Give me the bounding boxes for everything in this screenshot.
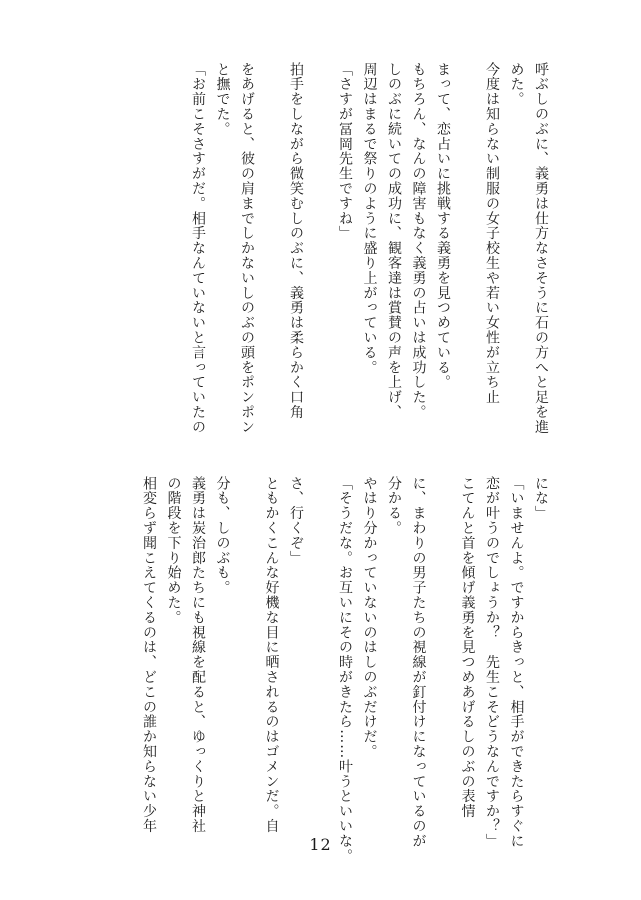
text-line: こてんと首を傾げ義勇を見つめあげるしのぶの表情 <box>459 476 476 819</box>
text-line: の階段を下り始めた。 <box>165 476 182 625</box>
text-line: まって、恋占いに挑戦する義勇を見つめている。 <box>435 62 451 390</box>
top-text-column-block <box>161 62 553 435</box>
text-line: しのぶに続いての成功に、観客達は賞賛の声を上げ、 <box>386 62 402 420</box>
text-line: やはり分かっていないのはしのぶだけだ。 <box>361 476 378 760</box>
text-line: に、まわりの男子たちの視線が釘付けになっているのが <box>410 476 427 849</box>
text-line: 相変らず聞こえてくるのは、どこの誰か知らない少年 <box>141 476 157 834</box>
text-line: 義勇は炭治郎たちにも視線を配ると、ゆっくりと神社 <box>190 476 206 834</box>
text-line: ともかくこんな好機な目に晒されるのはゴメンだ。自 <box>263 476 280 834</box>
text-line: にな」 <box>533 476 549 521</box>
bottom-text-column-block <box>112 476 553 864</box>
text-line: めた。 <box>508 62 525 107</box>
text-line: 恋が叶うのでしょうか？ 先生こそどうなんですか？」 <box>484 476 500 849</box>
text-line: 「お前こそさすがだ。相手なんていないと言っていたの <box>190 62 206 435</box>
text-line: さ、行くぞ」 <box>288 476 304 566</box>
text-line: 呼ぶしのぶに、義勇は仕方なさそうに石の方へと足を進 <box>533 62 549 435</box>
text-line: 「そうだな。お互いにその時がきたら……叶うといいな。 <box>337 476 353 864</box>
text-line: 今度は知らない制服の女子校生や若い女性が立ち止 <box>484 62 500 405</box>
text-line: をあげると、彼の肩までしかないしのぶの頭をポンポン <box>239 62 255 435</box>
text-line: 拍手をしながら微笑むしのぶに、義勇は柔らかく口角 <box>288 62 304 420</box>
text-line: 分も、しのぶも。 <box>214 476 231 596</box>
text-line: 周辺はまるで祭りのように盛り上がっている。 <box>361 62 378 375</box>
text-line: 分かる。 <box>386 476 402 536</box>
page-number: 12 <box>309 835 332 854</box>
text-line: 「さすが冨岡先生ですね」 <box>337 62 353 241</box>
text-line: 「いませんよ。ですからきっと、相手ができたらすぐに <box>508 476 525 849</box>
text-line: もちろん、なんの障害もなく義勇の占いは成功した。 <box>410 62 427 420</box>
text-line: と撫でた。 <box>214 62 231 137</box>
